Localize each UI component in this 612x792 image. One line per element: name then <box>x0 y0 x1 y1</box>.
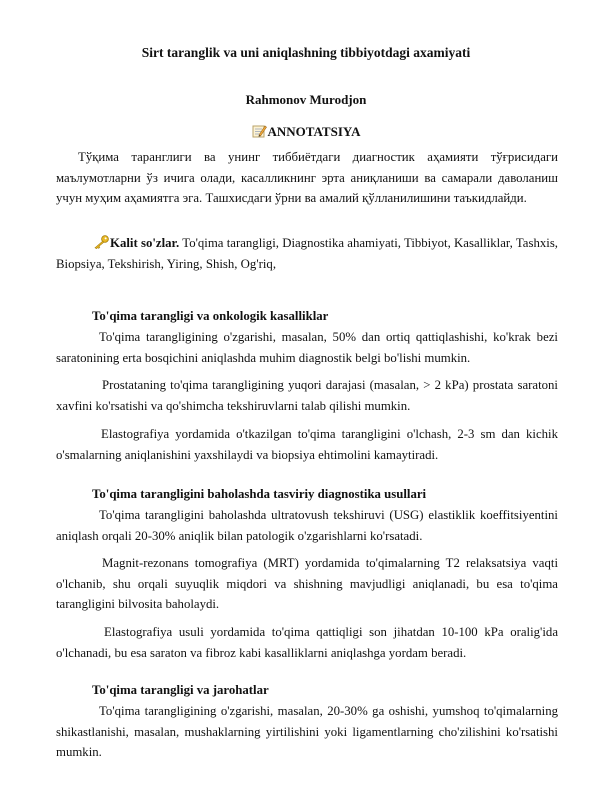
section-paragraph: Elastografiya yordamida o'tkazilgan to'qima tarangligini o'lchash, 2-3 sm dan kichik o'smalarning aniqlanishini yaxshilaydi va biopsiya ehtimolini kamaytiradi. <box>56 427 558 462</box>
section-paragraph: To'qima tarangligining o'zgarishi, masalan, 50% dan ortiq qattiqlashishi, ko'krak bezi saratonining erta bosqichini aniqlashda muhim diagnostik belgi bo'lishi mumkin. <box>56 330 558 365</box>
section-paragraph: Prostataning to'qima tarangligining yuqori darajasi (masalan, > 2 kPa) prostata saratoni xavfini ko'rsatishi va qo'shimcha tekshiruvlarni talab qilishi mumkin. <box>56 378 558 413</box>
annotation-heading-line <box>0 124 612 140</box>
section-paragraph: Magnit-rezonans tomografiya (MRT) yordamida to'qimalarning T2 relaksatsiya vaqti o'lchanib, shu orqali suyuqlik miqdori va shishning mavjudligi aniqlanadi, bu esa to'qima tarangligini bilvosita baholaydi. <box>56 556 558 611</box>
document-title: Sirt taranglik va uni aniqlashning tibbiyotdagi axamiyati <box>141 45 471 60</box>
section-heading: To'qima tarangligi va jarohatlar <box>92 683 269 697</box>
memo-icon <box>252 124 267 138</box>
annotation-heading: ANNOTATSIYA <box>267 124 361 139</box>
section-paragraph: To'qima tarangligining o'zgarishi, masalan, 20-30% ga oshishi, yumshoq to'qimalarning shikastlanishi, masalan, mushaklarning yirtilishini yoki ligamentlarning cho'zilishini ko'rsatishi mumkin. <box>56 704 558 759</box>
section-heading: To'qima tarangligi va onkologik kasalliklar <box>92 309 329 323</box>
annotation-text: Тўқима таранглиги ва унинг тиббиётдаги диагностик аҳамияти тўғрисидаги маълумотларни ўз ичига олади, касалликнинг эрта аниқланиши ва самарали даволаниш учун муҳим аҳамиятга эга. Ташхисдаги ўрни ва амалий қўлланилишини таъкидлайди. <box>56 150 558 205</box>
keywords-label: Kalit so'zlar. <box>110 236 180 250</box>
section-paragraph: To'qima tarangligini baholashda ultratovush tekshiruvi (USG) elastiklik koeffitsiyentini aniqlash orqali 20-30% aniqlik bilan patologik o'zgarishlarni ko'rsatadi. <box>56 508 558 543</box>
section-heading: To'qima tarangligini baholashda tasviriy diagnostika usullari <box>92 487 427 501</box>
author-name: Rahmonov Murodjon <box>245 92 367 107</box>
keywords-text: To'qima tarangligi, Diagnostika ahamiyati, Tibbiyot, Kasalliklar, Tashxis, Biopsiya, Tekshirish, Yiring, Shish, Og'riq, <box>56 236 558 271</box>
keywords-paragraph <box>56 233 558 274</box>
key-icon <box>93 235 109 249</box>
section-paragraph: Elastografiya usuli yordamida to'qima qattiqligi son jihatdan 10-100 kPa oralig'ida o'lchanadi, bu esa saraton va fibroz kabi kasalliklarni aniqlashga yordam beradi. <box>56 625 558 660</box>
